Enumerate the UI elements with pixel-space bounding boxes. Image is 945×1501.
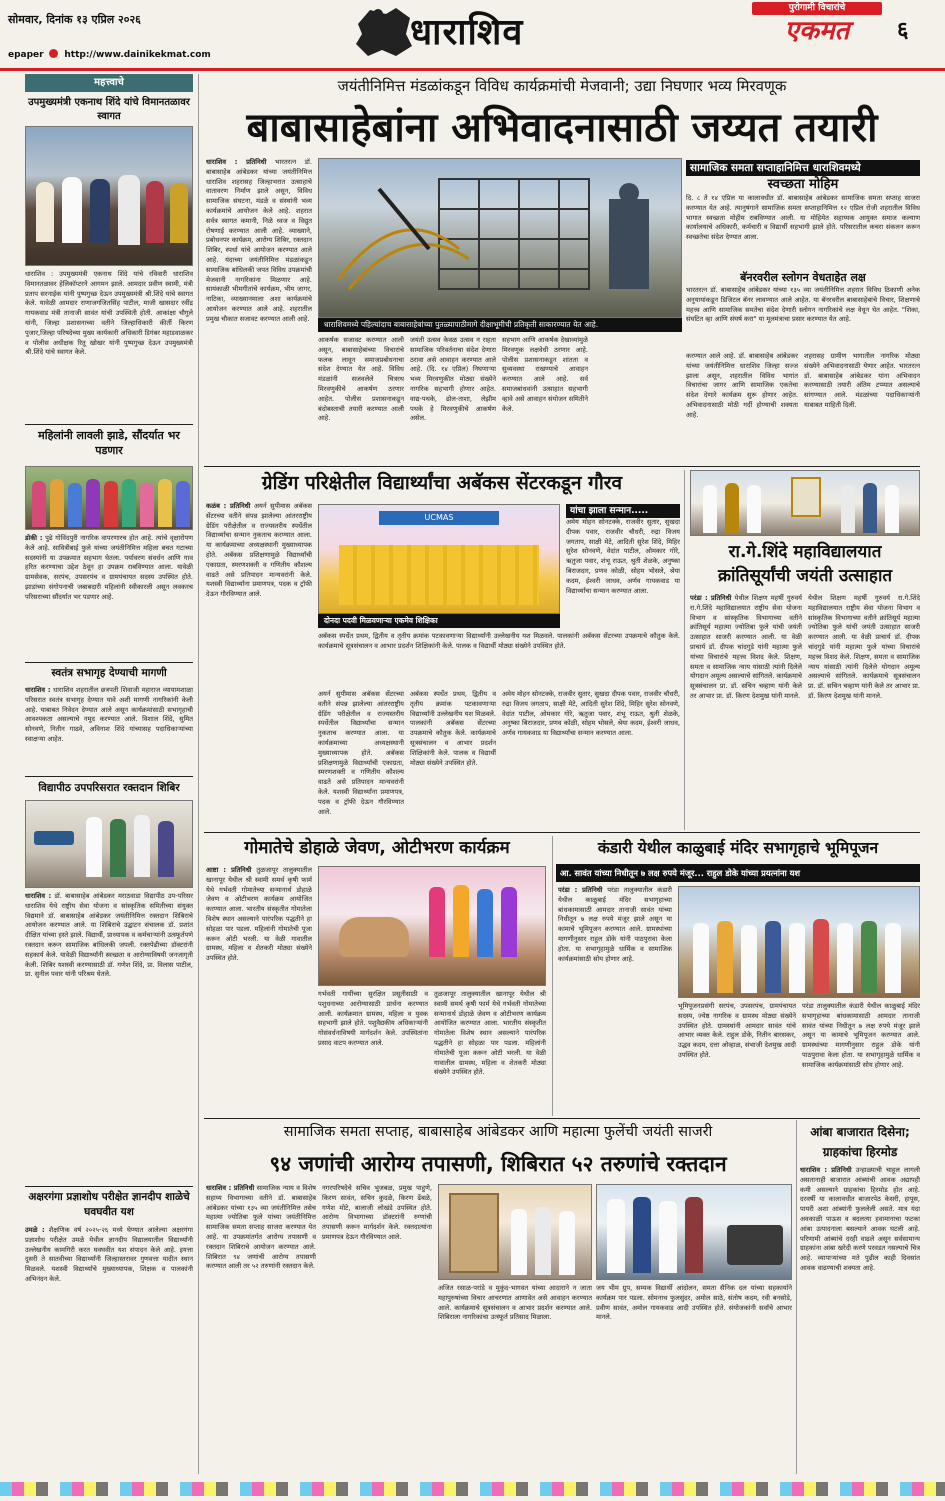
mid-rule [204,832,920,833]
sidebar-label: महत्त्वाचे [25,74,193,92]
brand-logo: एकमत [784,16,850,46]
rgshinde-col-2: येथील शिक्षण महर्षी गुरुवर्य रा.गे.शिंदे महाविद्यालयात राष्ट्रीय सेवा योजना विभाग व सांस्कृतिक विभागाच्या वतीने क्रांतिसूर्य महात्मा ज्योतिबा फुले यांची जयंती उत्साहात साजरी करण्यात आली. या वेळी प्राचार्य डॉ. दीपक चांदगुडे यांनी महात्मा फुले यांच्या विचारांचे महत्त्व विशद केले. शिक्षण, समता व सामाजिक न्याय यांसाठी त्यांनी दिलेले योगदान अमूल्य असल्याचे सांगितले. कार्यक्रमाचे सूत्रसंचालन प्रा. डॉ. सचिन चव्हाण यांनी केले तर आभार प्रा. डॉ. किरण देशमुख यांनी मानले. [808,594,920,700]
kandari-col-4: परंडा तालुक्यातील कंडारी येथील काळुबाई मंदिर सभागृहाच्या बांधकामासाठी आमदार तानाजी सावंत यांच्या निधीतून ७ लक्ष रुपये मंजूर झाले असून या कामाचे भूमिपूजन करण्यात आले. ग्रामस्थांच्या मागणीनुसार राहुल डोके यांनी पाठपुरावा केला होता. या सभागृहामुळे धार्मिक व सामाजिक कार्यक्रमांसाठी सोय होणार आहे. [802,1002,920,1069]
kandari-subheadline: आ. सावंत यांच्या निधीतून ७ लक्ष रुपये मंजूर... राहुल डोके यांच्या प्रयत्नांना यश [556,864,920,882]
sidebar-story-4-text: डॉ. बाबासाहेब आंबेडकर मराठवाडा विद्यापीठ उप-परिसर धाराशिव येथे राष्ट्रीय सेवा योजना व सांस्कृतिक समितीच्या संयुक्त विद्यमाने डॉ. बाबासाहेब आंबेडकर जयंतीनिमित्त रक्तदान शिबिराचे आयोजन करण्यात आले. या शिबिराचे उद्घाटन संचालक डॉ. प्रशांत दीक्षित यांच्या हस्ते झाले. विद्यार्थी, प्राध्यापक व कर्मचाऱ्यांनी उत्स्फूर्तपणे रक्तदान करून सामाजिक बांधिलकी जपली. रक्तपेढीच्या डॉक्टरांनी सहकार्य केले. यावेळी विद्यार्थ्यांनी स्वच्छता व आरोग्याविषयी जनजागृती केली. शिबिर यशस्वी करण्यासाठी डॉ. गणेश शिंदे, प्रा. विलास पाटील, प्रा. सुनील पवार यांनी परिश्रम घेतले. [25,892,193,979]
sidebar-story-3-headline: स्वतंत्र सभागृह देण्याची मागणी [51,667,167,679]
abacus-right-rule [684,470,685,830]
kandari-dateline: परंडा : प्रतिनिधी [558,886,603,894]
slogan-body: भारतरत्न डॉ. बाबासाहेब आंबेडकर यांच्या १३५ व्या जयंतीनिमित्त शहरात विविध ठिकाणी अनेक अनुयायांकडून डिजिटल बॅनर लावण्यात आले आहेत. या बॅनरवरील बाबासाहेबांचे विचार, शिक्षणाचे महत्त्व आणि सामाजिक समतेचा संदेश देणारी स्लोगन नागरिकांचे लक्ष वेधून घेत आहेत. "शिका, संघटित व्हा आणि संघर्ष करा" या मूलमंत्राचा प्रसार करण्यात येत आहे. [686,286,920,324]
sidebar-story-3-dateline: धाराशिव : [25,686,51,694]
health-col-1 [206,1184,316,1474]
lower-rule [204,1118,920,1119]
sidebar-story-4-body [25,892,193,1182]
district-map-icon [352,4,414,60]
lead-kicker: जयंतीनिमित्त मंडळांकडून विविध कार्यक्रमांची मेजवानी; उद्या निघणार भव्य मिरवणूक [337,77,787,95]
lead-photo-caption: धाराशिवमध्ये पहिल्यांदाच बाबासाहेबांच्या पुतळ्यापाठीमागे दीक्षाभूमीची प्रतिकृती साकारण्यात येत आहे. [318,318,682,332]
gomata-text: तुळजापूर तालुक्यातील खानापूर येथील श्री स्वामी समर्थ कृषी फार्म येथे गर्भवती गोमातेच्या सन्मानार्थ डोहाळे जेवण व ओटीभरण कार्यक्रम आयोजित करण्यात आला. भारतीय संस्कृतीत गोमातेला विशेष स्थान असल्याने पारंपरिक पद्धतीने हा सोहळा पार पडला. महिलांनी गोमातेची पूजा करून ओटी भरली. या वेळी गावातील ग्रामस्थ, महिला व शेतकरी मोठ्या संख्येने उपस्थित होते. [206,866,312,963]
photo-abacus-students: UCMAS [318,504,560,614]
abacus-col-1 [206,502,312,828]
sidebar-story-3-text: धाराशिव शहरातील छत्रपती शिवाजी महाराज व्यायामशाळा परिसरात स्वतंत्र सभागृह देण्यात यावे अशी मागणी नागरिकांनी केली आहे. याबाबत निवेदन देण्यात आले असून कार्यक्रमांसाठी सभागृहाची आवश्यकता असल्याचे नमूद करण्यात आले. विशाल शिंदे, सुमित सोनवणे, नितीन गाढवे, अविनाश शिंदे यांच्यासह पदाधिकाऱ्यांच्या स्वाक्षऱ्या आहेत. [25,686,193,743]
edition-title: धाराशिव [410,11,524,53]
lead-headline: बाबासाहेबांना अभिवादनासाठी जय्यत तयारी [246,105,878,151]
kandari-headline: कंडारी येथील काळुबाई मंदिर सभागृहाचे भूमिपूजन [597,839,879,857]
mango-left-rule [796,1120,797,1474]
sidebar [25,74,193,1474]
masthead [0,0,945,74]
issue-date: सोमवार, दिनांक १३ एप्रिल २०२६ [8,13,141,26]
rgshinde-headline-1: रा.गे.शिंदे महाविद्यालयात [728,542,882,562]
honor-list: अमेय मोहन सोनटक्के, राजवीर सुतार, सुखदा दीपक पवार, राजवीर चौधरी, रुद्रा विजय जगताप, साक्षी मेटे, आदिती सुरेश शिंदे, मिहिर सुरेश सोनवणे, वेदांत पाटील, ओमकार गोरे, ऋतुजा पवार, शंभू राऊत, श्रुती शेळके, अनुष्का बिराजदार, प्रणव कोळी, सोहम भोसले, श्रेया कदम, ईश्वरी जाधव, अर्णव गायकवाड या विद्यार्थ्यांचा सन्मान करण्यात आला. [566,518,680,595]
sidebar-story-5-dateline: उमळे : [25,1226,45,1234]
gomata-col-1 [206,866,312,1116]
honor-headline: यांचा झाला सन्मान..... [566,504,680,518]
kandari-col-1 [558,886,672,1116]
abacus-col-4: अबॅकस स्पर्धेत प्रथम, द्वितीय व तृतीय क्रमांक पटकावणाऱ्या विद्यार्थ्यांनी उल्लेखनीय यश मिळवले. पालकांनी अबॅकस सेंटरच्या उपक्रमाचे कौतुक केले. कार्यक्रमाचे सूत्रसंचालन व आभार प्रदर्शन शिक्षिकांनी केले. पालक व विद्यार्थी मोठ्या संख्येने उपस्थित होते. [410,690,496,767]
rgshinde-text: येथील शिक्षण महर्षी गुरुवर्य रा.गे.शिंदे महाविद्यालयात राष्ट्रीय सेवा योजना विभाग व सांस्कृतिक विभागाच्या वतीने क्रांतिसूर्य महात्मा ज्योतिबा फुले यांची जयंती उत्साहात साजरी करण्यात आली. या वेळी प्राचार्य डॉ. दीपक चांदगुडे यांनी महात्मा फुले यांच्या विचारांचे महत्त्व विशद केले. शिक्षण, समता व सामाजिक न्याय यांसाठी त्यांनी दिलेले योगदान अमूल्य असल्याचे सांगितले. कार्यक्रमाचे सूत्रसंचालन प्रा. डॉ. सचिन चव्हाण यांनी केले तर आभार प्रा. डॉ. किरण देशमुख यांनी मानले. [690,594,802,700]
health-col-4: जय भीम ग्रुप, सम्यक विद्यार्थी आंदोलन, समता सैनिक दल यांच्या सहकार्याने कार्यक्रम पार पडला. सोमनाथ फुलसुंदर, अमोल साठे, संतोष कदम, रवी बनसोडे, प्रवीण सावंत, अमोल गायकवाड आदी उपस्थित होते. संयोजकांनी सर्वांचे आभार मानले. [596,1284,792,1322]
lead-bottom-rule [204,466,920,467]
honor-box [566,504,680,632]
lead-col-5: सहभाग आणि आकर्षक देखाव्यांमुळे मिरवणूक लक्षवेधी ठरणार आहे. पोलीस प्रशासनाकडून शांतता व सुव्यवस्था राखण्याचे आवाहन करण्यात आले आहे. सर्व समाजबांधवांनी उत्साहात सहभागी व्हावे असे आवाहन संयोजन समितीने केले. [502,336,588,413]
cleanliness-box [686,160,920,350]
mango-headline: आंबा बाजारात दिसेना; [810,1125,910,1139]
brand-box [752,2,882,50]
health-dateline: धाराशिव : प्रतिनिधी [206,1184,255,1192]
gomata-right-rule [552,836,553,1116]
photo-shinde-welcome [25,126,193,266]
sidebar-story-4-dateline: धाराशिव : [25,892,52,900]
photo-blood-donation [25,800,193,888]
photo-health-camp-2 [596,1184,792,1280]
lead-dateline: धाराशिव : प्रतिनिधी [206,158,267,166]
rgshinde-col-1 [690,594,802,830]
sidebar-column-rule [198,74,199,1474]
lead-col-6: करण्यात आले आहे. डॉ. बाबासाहेब आंबेडकर यांच्या जयंतीनिमित्त धाराशिव जिल्हा सज्ज झाला असून, शहरातील विविध भागांत विचारांचा जागर आणि सामाजिक एकतेचा संदेश देणारे कार्यक्रम सुरू होणार आहेत. अभिवादनासाठी मोठी गर्दी होण्याची शक्यता आहे. [686,352,798,419]
photo-gomata-ceremony [318,866,546,986]
sidebar-divider [25,662,193,663]
sidebar-divider [25,776,193,777]
abacus-dateline: कळंब : प्रतिनिधी [206,502,251,510]
mango-subheadline: ग्राहकांचा हिरमोड [822,1145,898,1159]
sidebar-story-5-headline: अक्षरगंगा प्रज्ञाशोध परीक्षेत ज्ञानदीप शाळेचे घवघवीत यश [28,1191,190,1218]
mango-dateline: धाराशिव : प्रतिनिधी [800,1166,852,1174]
rgshinde-dateline: परंडा : प्रतिनिधी [690,594,732,602]
sidebar-story-2-headline: महिलांनी लावली झाडे, सौंदर्यात भर पडणार [38,429,180,457]
gomata-headline: गोमातेचे डोहाळे जेवण, ओटीभरण कार्यक्रम [244,838,510,858]
gomata-dateline: आष्टा : प्रतिनिधी [206,866,252,874]
gomata-col-4: तुळजापूर तालुक्यातील खानापूर येथील श्री स्वामी समर्थ कृषी फार्म येथे गर्भवती गोमातेच्या सन्मानार्थ डोहाळे जेवण व ओटीभरण कार्यक्रम आयोजित करण्यात आला. भारतीय संस्कृतीत गोमातेला विशेष स्थान असल्याने पारंपरिक पद्धतीने हा सोहळा पार पडला. महिलांनी गोमातेची पूजा करून ओटी भरली. या वेळी गावातील ग्रामस्थ, महिला व शेतकरी मोठ्या संख्येने उपस्थित होते. [434,990,546,1077]
abacus-text: अयर्न सुपीमास अबॅकस सेंटरच्या वतीने संपन्न झालेल्या आंतरराष्ट्रीय ग्रेडिंग परीक्षेतील व राज्यस्तरीय स्पर्धेतील विद्यार्थ्यांचा सन्मान नुकताच करण्यात आला. या कार्यक्रमाच्या अध्यक्षस्थानी मुख्याध्यापक होते. अबॅकस प्रशिक्षणामुळे विद्यार्थ्यांची एकाग्रता, स्मरणशक्ती व गणितीय कौशल्य वाढते असे प्रतिपादन मान्यवरांनी केले. यशस्वी विद्यार्थ्यांना प्रमाणपत्र, पदक व ट्रॉफी देऊन गौरविण्यात आले. [206,502,312,599]
photo-rgshinde-college [690,470,920,536]
photo-kandari-bhoomipujan [678,886,920,998]
print-color-bar [0,1482,945,1496]
kandari-col-3: भूमिपूजनप्रसंगी सरपंच, उपसरपंच, ग्रामपंचायत सदस्य, ज्येष्ठ नागरिक व ग्रामस्थ मोठ्या संख्येने उपस्थित होते. ग्रामस्थांनी आमदार सावंत यांचे आभार व्यक्त केले. राहुल डोके, नितीन बारसकर, उद्धव कदम, दत्ता ओव्हाळ, संभाजी देशमुख आदी उपस्थित होते. [678,1002,796,1059]
sidebar-story-4-headline: विद्यापीठ उपपरिसरात रक्तदान शिबिर [38,782,180,794]
abacus-col-5: अमेय मोहन सोनटक्के, राजवीर सुतार, सुखदा दीपक पवार, राजवीर चौधरी, रुद्रा विजय जगताप, साक्षी मेटे, आदिती सुरेश शिंदे, मिहिर सुरेश सोनवणे, वेदांत पाटील, ओमकार गोरे, ऋतुजा पवार, शंभू राऊत, श्रुती शेळके, अनुष्का बिराजदार, प्रणव कोळी, सोहम भोसले, श्रेया कदम, ईश्वरी जाधव, अर्णव गायकवाड या विद्यार्थ्यांचा सन्मान करण्यात आला. [502,690,680,738]
abacus-col-3: अयर्न सुपीमास अबॅकस सेंटरच्या वतीने संपन्न झालेल्या आंतरराष्ट्रीय ग्रेडिंग परीक्षेतील व राज्यस्तरीय स्पर्धेतील विद्यार्थ्यांचा सन्मान नुकताच करण्यात आला. या कार्यक्रमाच्या अध्यक्षस्थानी मुख्याध्यापक होते. अबॅकस प्रशिक्षणामुळे विद्यार्थ्यांची एकाग्रता, स्मरणशक्ती व गणितीय कौशल्य वाढते असे प्रतिपादन मान्यवरांनी केले. यशस्वी विद्यार्थ्यांना प्रमाणपत्र, पदक व ट्रॉफी देऊन गौरविण्यात आले. [318,690,404,816]
cleanliness-body: दि. ८ ते १४ एप्रिल या कालावधीत डॉ. बाबासाहेब आंबेडकर सामाजिक समता सप्ताह साजरा करण्यात येत आहे. त्यानुषंगाने सामाजिक समता सप्ताहानिमित्त १२ एप्रिल रोजी शहरातील विविध भागात स्वच्छता मोहीम राबविण्यात आली. या मोहिमेत सहाय्यक आयुक्त समाज कल्याण कार्यालयाचे अधिकारी, कर्मचारी व विद्यार्थी सहभागी झाले होते. परिसरातील कचरा संकलन करून स्वच्छतेचा संदेश देण्यात आला. [686,194,920,242]
brand-tagline: पुरोगामी विचारांचे [752,2,882,15]
lead-col-1 [206,158,312,464]
lead-col-7: शहरासह ग्रामीण भागातील नागरिक मोठ्या संख्येने अभिवादनासाठी येणार आहेत. भारतरत्न डॉ. बाबासाहेब आंबेडकर यांना अभिवादन करण्यासाठी तयारी अंतिम टप्प्यात असल्याचे सांगण्यात आले. मंडळांच्या पदाधिकाऱ्यांनी याबाबत माहिती दिली. [804,352,920,409]
sidebar-story-5-text: शैक्षणिक वर्ष २०२५-२६ मध्ये घेण्यात आलेल्या अक्षरगंगा प्रज्ञाशोध परीक्षेत उमळे येथील ज्ञानदीप विद्यालयातील विद्यार्थ्यांनी उल्लेखनीय कामगिरी करत घवघवीत यश संपादन केले आहे. इयत्ता दुसरी ते सातवीच्या विद्यार्थ्यांनी जिल्हास्तरावर गुणवत्ता यादीत स्थान मिळवले. यशस्वी विद्यार्थ्यांचे मुख्याध्यापक, शिक्षक व पालकांनी अभिनंदन केले. [25,1226,193,1283]
kandari-text: परंडा तालुक्यातील कंडारी येथील काळुबाई मंदिर सभागृहाच्या बांधकामासाठी आमदार तानाजी सावंत यांच्या निधीतून ७ लक्ष रुपये मंजूर झाले असून या कामाचे भूमिपूजन करण्यात आले. ग्रामस्थांच्या मागणीनुसार राहुल डोके यांनी पाठपुरावा केला होता. या सभागृहामुळे धार्मिक व सामाजिक कार्यक्रमांसाठी सोय होणार आहे. [558,886,672,963]
epaper-line [8,49,211,60]
rgshinde-headline-2: क्रांतिसूर्यांची जयंती उत्साहात [717,566,893,586]
cleanliness-kicker: सामाजिक समता सप्ताहानिमित्त धाराशिवमध्ये [686,160,920,176]
photo-health-camp-1 [438,1184,592,1280]
lead-col-1b-text: यंदाच्या जयंतीनिमित्त मंडळांकडून सामाजिक बांधिलकी जपत विविध उपक्रमांची मेजवानी नागरिकांना मिळणार आहे. सायंकाळी भीमगीतांचे कार्यक्रम, भीम जागर, नाटिका, व्याख्यानमाला अशा कार्यक्रमांचे आयोजन करण्यात आले आहे. शहरातील प्रमुख चौकात सजावट करण्यात आली आहे. [206,255,312,323]
sidebar-divider [25,424,193,425]
lead-col-4: जयंती उत्सव केवळ उत्सव न राहता सामाजिक परिवर्तनाचा संदेश देणारा ठरावा असे आवाहन करण्यात आले आहे. (दि. १४ एप्रिल) निघणाऱ्या भव्य मिरवणुकीत मोठ्या संख्येने नागरिक सहभागी होणार आहेत. वाद्य-पथके, ढोल-ताशा, लेझीम पथके हे मिरवणुकीचे आकर्षण असेल. [410,336,496,423]
health-headline: ९४ जणांची आरोग्य तपासणी, शिबिरात ५२ तरुणांचे रक्तदान [269,1152,727,1176]
sidebar-divider [25,1186,193,1187]
epaper-label: epaper [8,50,44,60]
masthead-rule [0,68,945,71]
cleanliness-headline: स्वच्छता मोहिम [767,177,839,192]
gomata-col-3: गर्भवती गायींच्या सुरक्षित प्रसूतीसाठी व पशुधनाच्या आरोग्यासाठी प्रार्थना करण्यात आली. कार्यक्रमात ग्रामस्थ, महिला व युवक सहभागी झाले होते. पशुवैद्यकीय अधिकाऱ्यांनी गोसंवर्धनाविषयी मार्गदर्शन केले. उपस्थितांना प्रसाद वाटप करण्यात आले. [318,990,428,1047]
sidebar-story-2-dateline: डोकी : [25,534,43,542]
health-kicker: सामाजिक समता सप्ताह, बाबासाहेब आंबेडकर आणि महात्मा फुलेंची जयंती साजरी [283,1124,713,1140]
sidebar-story-1-body: धाराशिव : उपमुख्यमंत्री एकनाथ शिंदे यांचे रविवारी धाराशिव विमानतळावर हेलिकॉप्टरने आगमन झाले. आमदार प्रवीण स्वामी, मंत्री प्रताप सरनाईक यांनी पुष्पगुच्छ देऊन उपमुख्यमंत्री श्री.शिंदे यांचे स्वागत केले. यावेळी आमदार राणाजगजितसिंह पाटील, माजी खासदार रवींद्र गायकवाड मंत्री तानाजी सावंत यांची उपस्थिती होती. आकांक्षा चौगुले यांनी, जिल्हा प्रशासनाच्या वतीने जिल्हाधिकारी कीर्ती किरण पुजार,जिल्हा परिषदेच्या मुख्य कार्यकारी अधिकारी डिगंबर महाडवाळकर व पोलीस अधीक्षक रितू खोखर यांनी पुष्पगुच्छ देऊन उपमुख्यमंत्री श्री.शिंदे यांचे स्वागत केले. [25,270,193,357]
abacus-headline: ग्रेडिंग परिक्षेतील विद्यार्थ्यांचा अबॅकस सेंटरकडून गौरव [261,472,623,494]
sidebar-story-2-body [25,534,193,658]
photo-women-trees [25,466,193,530]
abacus-body-2: अबॅकस स्पर्धेत प्रथम, द्वितीय व तृतीय क्रमांक पटकावणाऱ्या विद्यार्थ्यांनी उल्लेखनीय यश मिळवले. पालकांनी अबॅकस सेंटरच्या उपक्रमाचे कौतुक केले. कार्यक्रमाचे सूत्रसंचालन व आभार प्रदर्शन शिक्षिकांनी केले. पालक व विद्यार्थी मोठ्या संख्येने उपस्थित होते. [318,632,680,650]
health-col-2: नगरपरिषदेचे सचिव भुजबळ, प्रमुख पाहुणे, किरण सावंत, सचिन कुदळे, किरण ढेंबळे, गणेश मोटे, बालाजी लोखंडे उपस्थित होते. आरोग्य विभागाच्या डॉक्टरांनी रुग्णांची तपासणी करून मार्गदर्शन केले. रक्तदात्यांना प्रमाणपत्र देऊन गौरविण्यात आले. [322,1184,432,1241]
sidebar-story-2-text: पुढे गोविंदपुरी नागरिक वापरणारच होत आहे. त्यांचे वृक्षारोपण केले आहे. सावित्रीबाई फुले यांच्या जयंतीनिमित्त महिला बचत गटाच्या सदस्यांनी या उपक्रमात सहभाग घेतला. पर्यावरण संवर्धन आणि गाव हरित करण्याचा उद्देश ठेवून हा उपक्रम राबविण्यात आला. यावेळी ग्रामसेवक, सरपंच, उपसरपंच व ग्रामपंचायत सदस्य उपस्थित होते. झाडांच्या संगोपनाची जबाबदारी महिलांनी स्वीकारली असून लवकरच परिसराच्या सौंदर्यात भर पडणार आहे. [25,534,193,601]
page-number: ६ [897,18,909,43]
sidebar-story-5-body [25,1226,193,1476]
sidebar-story-1-headline: उपमुख्यमंत्री एकनाथ शिंदे यांचे विमानतळावर स्वागत [28,97,190,122]
health-col-3: अजित रसाळ-परांडे व मुकुंद-भागवत यांच्या आदाराने न जाता महापुरुषांच्या विचार आचरणात आणावेत असे आवाहन करण्यात आले. कार्यक्रमाचे सूत्रसंचालन व आभार प्रदर्शन करण्यात आले. शिबिराला नागरिकांचा उत्स्फूर्त प्रतिसाद मिळाला. [438,1284,592,1322]
mango-text: उन्हाळ्याची चाहूल लागली असतानाही बाजारात आंब्यांची आवक अद्यापही कमी असल्याने ग्राहकांचा हिरमोड होत आहे. दरवर्षी या कालावधीत बाजारपेठ केसरी, हापूस, पायरी अशा आंब्यांनी फुललेली असते. मात्र यंदा अवकाळी पाऊस व बदलत्या हवामानाचा फटका आंबा उत्पादनाला बसल्याने आवक घटली आहे. परिणामी आंब्यांचे दरही वाढले असून सर्वसामान्य ग्राहकांना आंबा खरेदी करणे परवडत नसल्याचे चित्र आहे. व्यापाऱ्यांच्या मते पुढील काही दिवसांत आवक वाढण्याची शक्यता आहे. [800,1166,920,1272]
slogan-headline: बॅनरवरील स्लोगन वेधताहेत लक्ष [740,271,866,284]
lead-col-1-text: भारतरत्न डॉ. बाबासाहेब आंबेडकर यांच्या जयंतीनिमित्त धाराशिव शहरासह जिल्हाभरात उत्साहाचे वातावरण निर्माण झाले असून, विविध सामाजिक संघटना, मंडळे व संस्थांनी भव्य कार्यक्रमांचे आयोजन केले आहे. शहरात सर्वत्र स्वागत कमानी, निळे ध्वज व विद्युत रोषणाई करण्यात आली आहे. व्याख्याने, प्रबोधनपर कार्यक्रम, आरोग्य शिबिर, रक्तदान शिबिर, स्पर्धा यांचे आयोजन करण्यात आले आहे. [206,158,312,264]
lead-col-3: आकर्षक सजावट करण्यात आली असून, बाबासाहेबांच्या विचारांचे फलक लावून समाजप्रबोधनाचा संदेश देण्यात येत आहे. विविध मंडळांनी सजवलेले चित्ररथ मिरवणुकीचे आकर्षण ठरणार आहेत. पोलीस प्रशासनाकडून बंदोबस्ताची तयारी करण्यात आली आहे. [318,336,404,423]
sidebar-story-3-body [25,686,193,772]
abacus-photo-caption: दोनदा पदवी मिळवणाऱ्या एकमेव शिक्षिका [318,614,560,628]
photo-deekshabhoomi-replica [318,158,682,318]
health-text: सामाजिक न्याय व विशेष सहाय्य विभागाच्या वतीने डॉ. बाबासाहेब आंबेडकर यांच्या १३५ व्या जयंतीनिमित्त तसेच महात्मा ज्योतिबा फुले यांच्या जयंतीनिमित्त सामाजिक समता सप्ताह साजरा करण्यात येत आहे. या उपक्रमांतर्गत आरोग्य तपासणी व रक्तदान शिबिराचे आयोजन करण्यात आले. शिबिरात ९४ जणांची आरोग्य तपासणी करण्यात आली तर ५२ तरुणांनी रक्तदान केले. [206,1184,316,1271]
mango-body [800,1166,920,1474]
epaper-link[interactable]: http://www.dainikekmat.com [64,50,211,60]
globe-icon [49,49,58,58]
